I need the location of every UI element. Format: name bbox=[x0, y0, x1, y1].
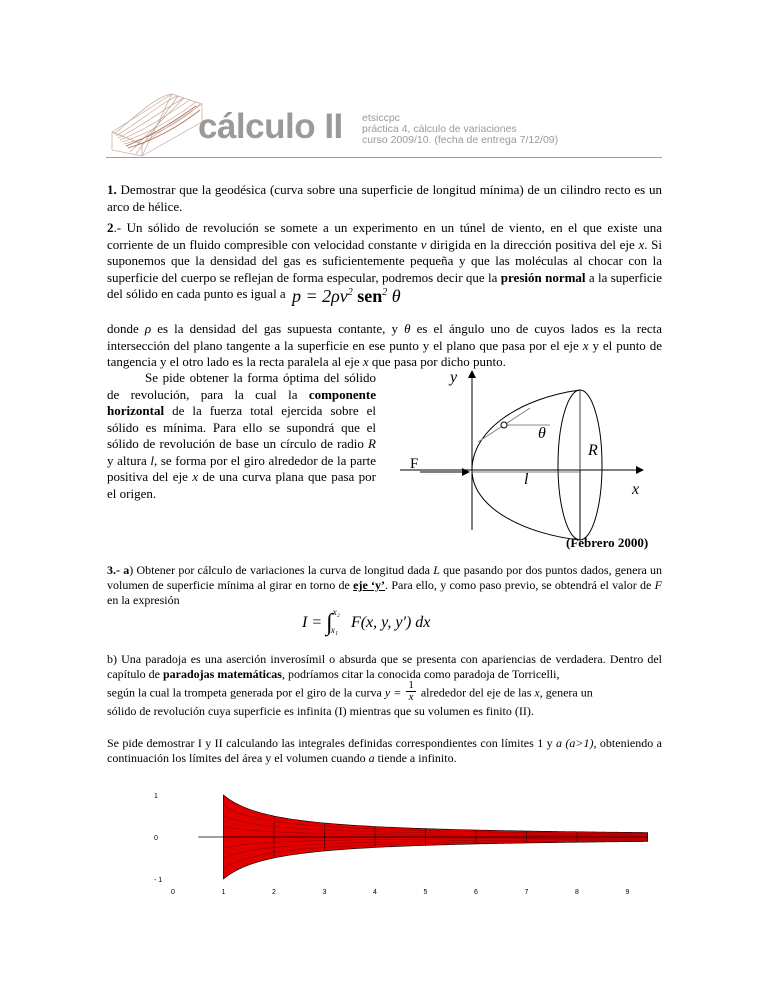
torricelli-trumpet-chart bbox=[140, 780, 630, 900]
label-x: x bbox=[632, 481, 640, 498]
x-tick-label: 4 bbox=[373, 889, 377, 896]
label-l: l bbox=[524, 471, 529, 488]
label-F: F bbox=[410, 456, 419, 472]
x-tick-label: 2 bbox=[272, 889, 276, 896]
integral-upper-limit: x₂ bbox=[332, 607, 340, 617]
x-tick-label: 3 bbox=[322, 889, 327, 896]
integral-lower-limit: x₁ bbox=[330, 625, 338, 635]
course-title: cálculo II bbox=[198, 107, 343, 146]
x-tick-label: 9 bbox=[625, 889, 630, 896]
problem-2-definition: donde ρ es la densidad del gas supuesta contante, y θ es el ángulo uno de cuyos lados es la recta intersección del plano tangente a la superficie en ese punto y el plano que pasa por el eje x y el punto de tangencia y el otro lado es la recta paralela al eje x que pasa por dicho punto. bbox=[107, 321, 663, 369]
x-tick-label: 5 bbox=[423, 889, 428, 896]
problem-3c: Se pide demostrar I y II calculando las integrales definidas correspondientes con límites 1 y a (a>1), obteniendo a continuación los límites del área y el volumen cuando a tiende a infinito. bbox=[107, 736, 662, 765]
y-tick-label: 1 bbox=[154, 793, 158, 800]
header-divider bbox=[106, 157, 662, 158]
x-tick-label: 8 bbox=[575, 889, 579, 896]
fraction-denominator: x bbox=[408, 691, 414, 703]
header-school: etsiccpc bbox=[362, 112, 400, 124]
header-course: curso 2009/10. (fecha de entrega 7/12/09) bbox=[362, 134, 559, 146]
problem-3b-line3: sólido de revolución cuya superficie es infinita (I) mientras que su volumen es finito (II). bbox=[107, 704, 534, 718]
problem-2-intro: 2.- Un sólido de revolución se somete a un experimento en un túnel de viento, en el que existe una corriente de un fluido compresible con velocidad constante v dirigida en la dirección positiva del eje x. Si suponemos que la densidad del gas es suficientemente pequeña y que las moléculas al chocar con la superficie del cuerpo se reflejan de forma especular, podremos decir que la presión normal a la superficie del sólido en cada punto es igual a bbox=[107, 220, 662, 301]
integral-expression: I = ∫$^{x_2}_{x_1}$ F(x, y, y′) dx bbox=[302, 607, 431, 636]
problem-2-task: Se pide obtener la forma óptima del sólido de revolución, para la cual la componente horizontal de la fuerza total ejercida sobre el sólido es mínima. Para ello se supondrá que el sólido de revolución de base un círculo de radio R y altura l, se forma por el giro alrededor de la parte positiva del eje x de una curva plana que pasa por el origen. bbox=[107, 370, 377, 501]
y-tick-label: - 1 bbox=[154, 877, 163, 884]
problem-3b-line2: según la cual la trompeta generada por el giro de la curva y = $\frac{1}{x}$ alrededor del eje de las x, genera un bbox=[107, 679, 593, 703]
x-tick-label: 6 bbox=[474, 889, 478, 896]
tangency-point bbox=[501, 422, 507, 428]
x-tick-label: 7 bbox=[524, 889, 529, 896]
pressure-formula: $p = 2\rho v^2$ sen$^2$ θ bbox=[292, 286, 401, 306]
problem-3a: 3.- a) Obtener por cálculo de variaciones la curva de longitud dada L que pasando por dos puntos dados, genera un volumen de superficie mínima al girar en torno de eje ‘y’. Para ello, y como paso previo, se obtendrá el valor de F en la expresión bbox=[107, 563, 663, 607]
header-practice: práctica 4, cálculo de variaciones bbox=[362, 123, 517, 135]
problem-2-source: (Febrero 2000) bbox=[566, 535, 649, 550]
problem-1: 1. Demostrar que la geodésica (curva sobre una superficie de longitud mínima) de un cilindro recto es un arco de hélice. bbox=[107, 182, 662, 214]
label-theta: θ bbox=[538, 425, 546, 442]
y-tick-label: 0 bbox=[154, 835, 158, 842]
fraction-numerator: 1 bbox=[408, 679, 414, 691]
label-R: R bbox=[588, 442, 598, 459]
x-tick-label: 1 bbox=[221, 889, 226, 896]
solid-revolution-figure bbox=[380, 360, 670, 530]
x-tick-label: 0 bbox=[171, 889, 175, 896]
label-y: y bbox=[450, 369, 458, 386]
course-logo bbox=[106, 76, 206, 158]
problem-3b-line1: b) Una paradoja es una aserción inverosímil o absurda que se presenta con apariencias de verdadera. Dentro del capítulo de paradojas matemáticas, podríamos citar la conocida como paradoja de Torricelli, bbox=[107, 652, 662, 681]
